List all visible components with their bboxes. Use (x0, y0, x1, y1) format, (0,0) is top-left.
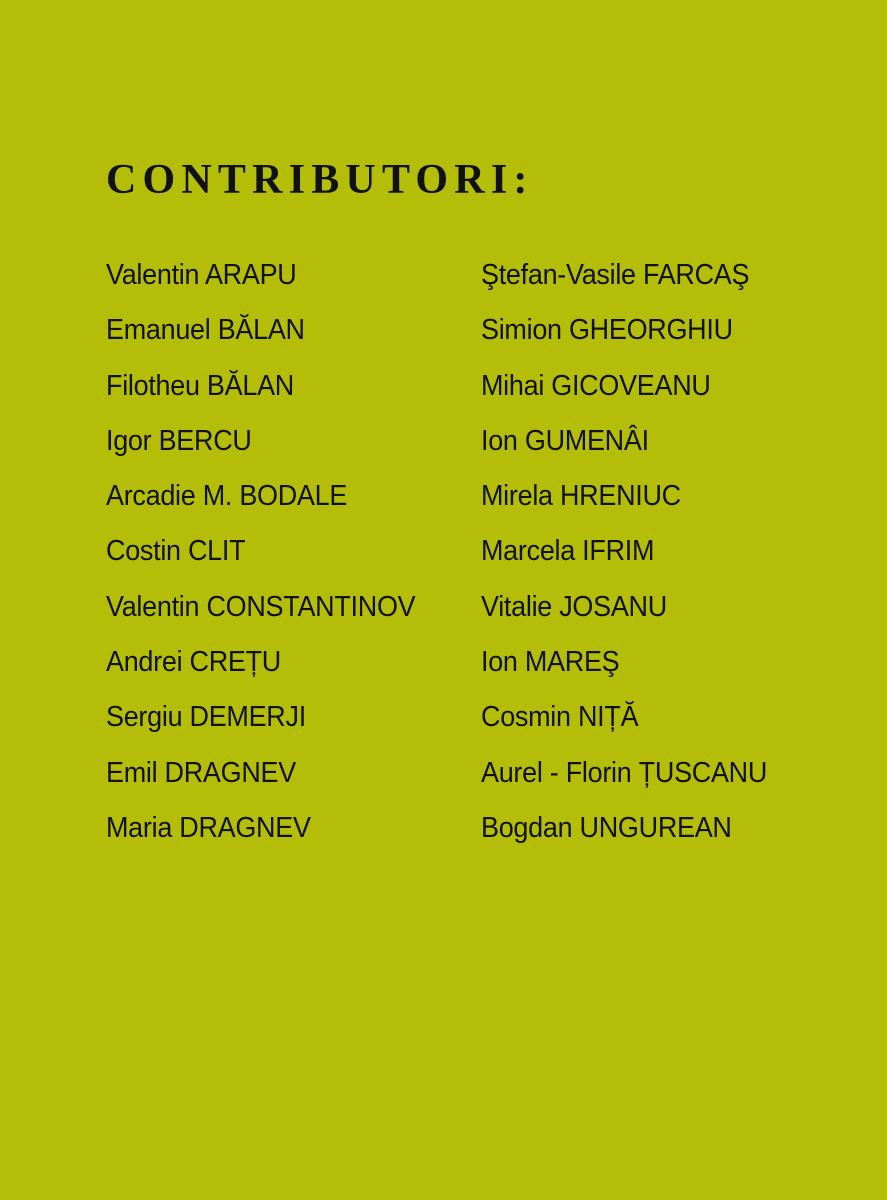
contributor-name: Mirela HRENIUC (481, 480, 681, 513)
contributor-name: Andrei CREȚU (106, 646, 281, 679)
contributor-name: Cosmin NIȚĂ (481, 701, 639, 734)
contributor-name: Simion GHEORGHIU (481, 314, 733, 347)
contributor-name: Valentin ARAPU (106, 259, 297, 291)
contributor-name: Mihai GICOVEANU (481, 369, 711, 402)
contributor-name: Ion MAREŞ (481, 646, 620, 679)
contributor-name: Ştefan-Vasile FARCAŞ (481, 259, 750, 291)
contributor-name: Valentin CONSTANTINOV (106, 590, 416, 623)
contributor-name: Vitalie JOSANU (481, 590, 667, 623)
contributor-name: Costin CLIT (106, 535, 246, 568)
page-title: CONTRIBUTORI: (106, 157, 534, 203)
contributor-name: Filotheu BĂLAN (106, 369, 294, 402)
contributor-name: Ion GUMENÂI (481, 424, 649, 457)
contributor-name: Sergiu DEMERJI (106, 701, 306, 734)
contributor-name: Arcadie M. BODALE (106, 480, 348, 513)
contributors-column-right (481, 253, 789, 861)
contributor-name: Maria DRAGNEV (106, 811, 311, 844)
contributor-name: Bogdan UNGUREAN (481, 811, 732, 844)
contributor-name: Aurel - Florin ȚUSCANU (481, 756, 768, 789)
contributor-name: Igor BERCU (106, 424, 252, 457)
contributor-name: Emil DRAGNEV (106, 756, 296, 789)
contributors-column-left (106, 253, 439, 861)
contributor-name: Emanuel BĂLAN (106, 314, 305, 347)
contributor-name: Marcela IFRIM (481, 535, 655, 568)
